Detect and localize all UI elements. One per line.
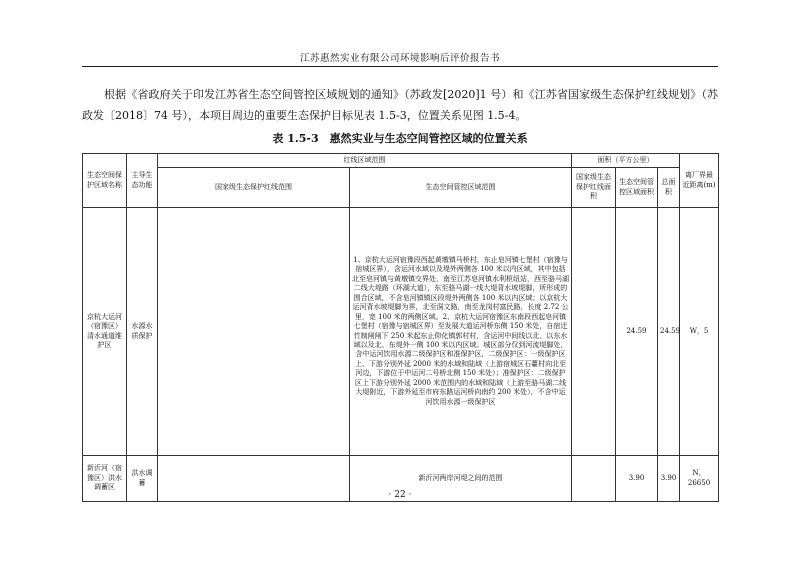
page-number: · 22 · bbox=[388, 490, 412, 500]
cell-name: 新沂河（宿豫区）洪水调蓄区 bbox=[83, 456, 127, 502]
cell-function: 水源水质保护 bbox=[127, 208, 158, 456]
cell-function: 洪水调蓄 bbox=[127, 456, 158, 502]
cell-control-area: 3.90 bbox=[616, 456, 658, 502]
header-total-area: 总面积 bbox=[658, 168, 680, 208]
header-name: 生态空间保护区域名称 bbox=[83, 154, 127, 208]
cell-distance: N，26650 bbox=[680, 456, 719, 502]
header-national-redline: 国家级生态保护红线范围 bbox=[158, 168, 350, 208]
header-area: 面积（平方公里） bbox=[572, 154, 680, 168]
header-redline-scope: 红线区域范围 bbox=[158, 154, 572, 168]
header-distance: 离厂界最近距离(m) bbox=[680, 154, 719, 208]
header-national-area: 国家级生态保护红线面积 bbox=[572, 168, 616, 208]
cell-national-area bbox=[572, 208, 616, 456]
page-header: 江苏惠然实业有限公司环境影响后评价报告书 bbox=[299, 53, 500, 64]
ecology-table bbox=[82, 153, 719, 502]
table-caption: 表 1.5-3 惠然实业与生态空间管控区域的位置关系 bbox=[272, 132, 528, 145]
intro-paragraph: 根据《省政府关于印发江苏省生态空间管控区域规划的通知》（苏政发[2020]1 号）和《江苏省国家级生态保护红线规划》（苏政发〔2018〕74 号），本项目周边的重要生态保护目标见表 1.5-3，位置关系见图 1.5-4。 bbox=[82, 88, 718, 122]
cell-name: 京杭大运河（宿豫区）清水通道维护区 bbox=[83, 208, 127, 456]
header-control-area: 生态空间管控区域面积 bbox=[616, 168, 658, 208]
cell-control-area: 24.59 bbox=[616, 208, 658, 456]
cell-distance: W，5 bbox=[680, 208, 719, 456]
header-control-scope: 生态空间管控区域范围 bbox=[350, 168, 572, 208]
cell-control-scope: 1、京杭大运河宿豫段西起黄墩镇马桥村，东止皂河镇七堡村（宿豫与宿城区界），含运河水域以及堤外两侧各 100 米以内区域，其中包括北至皂河镇与黄墩镇交界处，南至江苏皂河镇水利枢纽站，西至骆马湖二线大堤路（环湖大道），东至骆马湖一线大堤背水坡堤脚，所形成的围合区域，不含皂河镇镇区段堤外两侧各 100 米以内区域；以京杭大运河背水坡堤脚为界，北至洞文路，南至龙岗村富民路，长度 2.72 公里，宽 100 米的两侧区域。2、京杭大运河宿豫区东南段西起皂河镇七堡村（宿豫与宿城区界）至发展大道运河桥东侧 150 米处，自宿迁竹制闸闸下 250 米起东止仰化镇郭村村，含运河中间线以北、以东水域以及北、东堤外一侧 100 米以内区域。城区部分仅到河流堤脚处，含中运河饮用水源二级保护区和准保护区，二级保护区：一级保护区上、下游分别外延 2000 米的水域和陆域（上游宿城区石薹村向北至河边，下游位于中运河二号桥北侧 150 米处）；准保护区：二级保护区上下游分别外延 2000 米范围内的水域和陆域（上游至骆马湖二线大堤附近，下游外延至市府东路运河桥向南约 200 米处），不含中运河饮用水源一级保护区 bbox=[350, 208, 572, 456]
header-function: 主导生态功能 bbox=[127, 154, 158, 208]
cell-total-area: 24.59 bbox=[658, 208, 680, 456]
cell-control-scope: 新沂河两岸河堤之间的范围 bbox=[350, 456, 572, 502]
cell-national-redline bbox=[158, 208, 350, 456]
cell-total-area: 3.90 bbox=[658, 456, 680, 502]
header-rule bbox=[82, 66, 718, 67]
table-row bbox=[83, 208, 719, 456]
